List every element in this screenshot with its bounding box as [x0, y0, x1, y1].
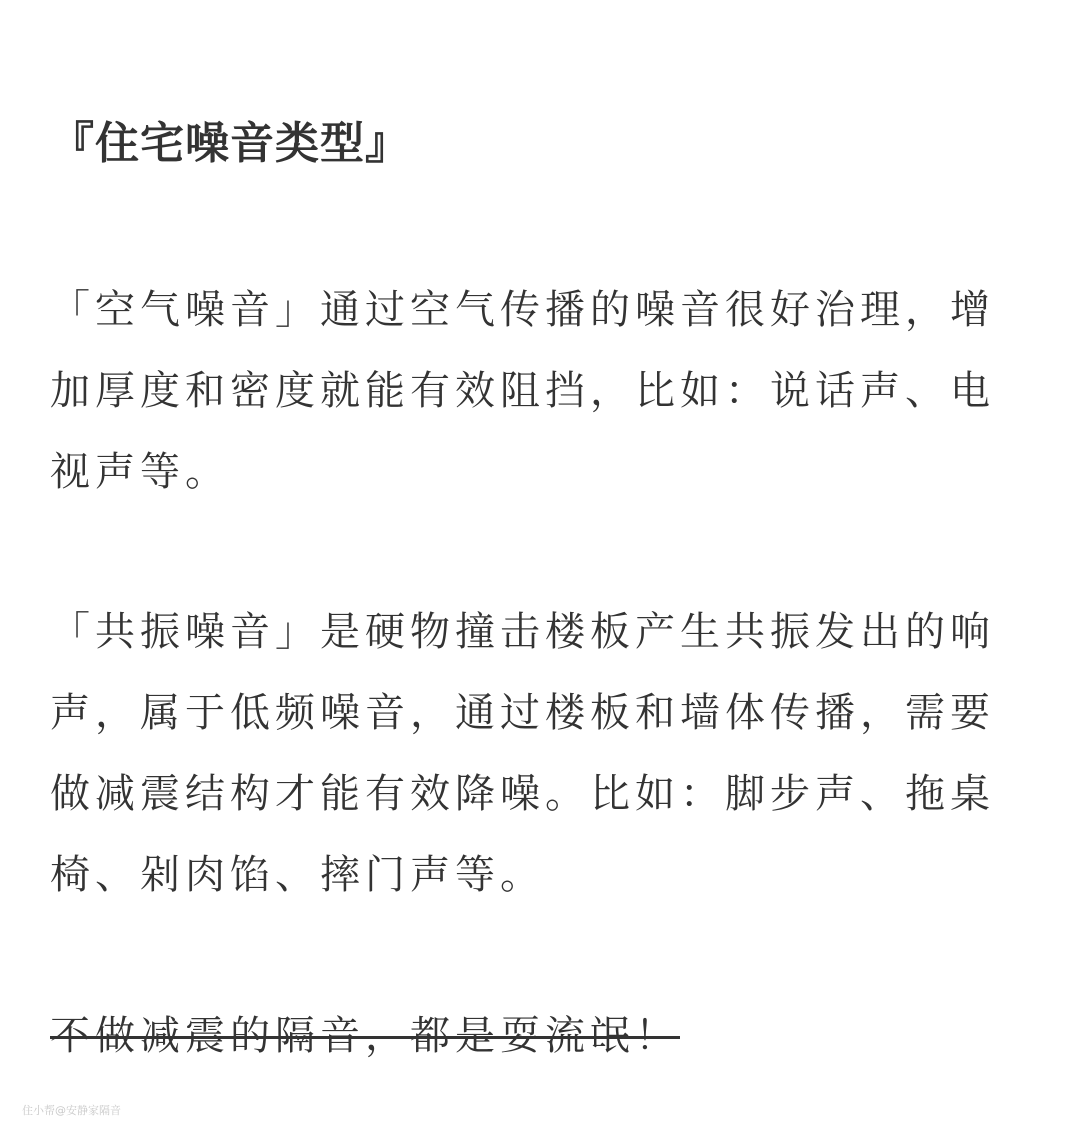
section-title: 『住宅噪音类型』 [50, 118, 410, 169]
structural-noise-paragraph: 「共振噪音」是硬物撞击楼板产生共振发出的响声，属于低频噪音，通过楼板和墙体传播，需要做减震结构才能有效降噪。比如：脚步声、拖桌椅、剁肉馅、摔门声等。 [50, 609, 995, 898]
strikethrough-slogan: 不做减震的隔音，都是耍流氓！ [50, 1013, 680, 1059]
airborne-noise-paragraph: 「空气噪音」通过空气传播的噪音很好治理，增加厚度和密度就能有效阻挡，比如：说话声、电视声等。 [50, 287, 995, 495]
watermark: 住小帮@安静家隔音 [22, 1104, 121, 1117]
